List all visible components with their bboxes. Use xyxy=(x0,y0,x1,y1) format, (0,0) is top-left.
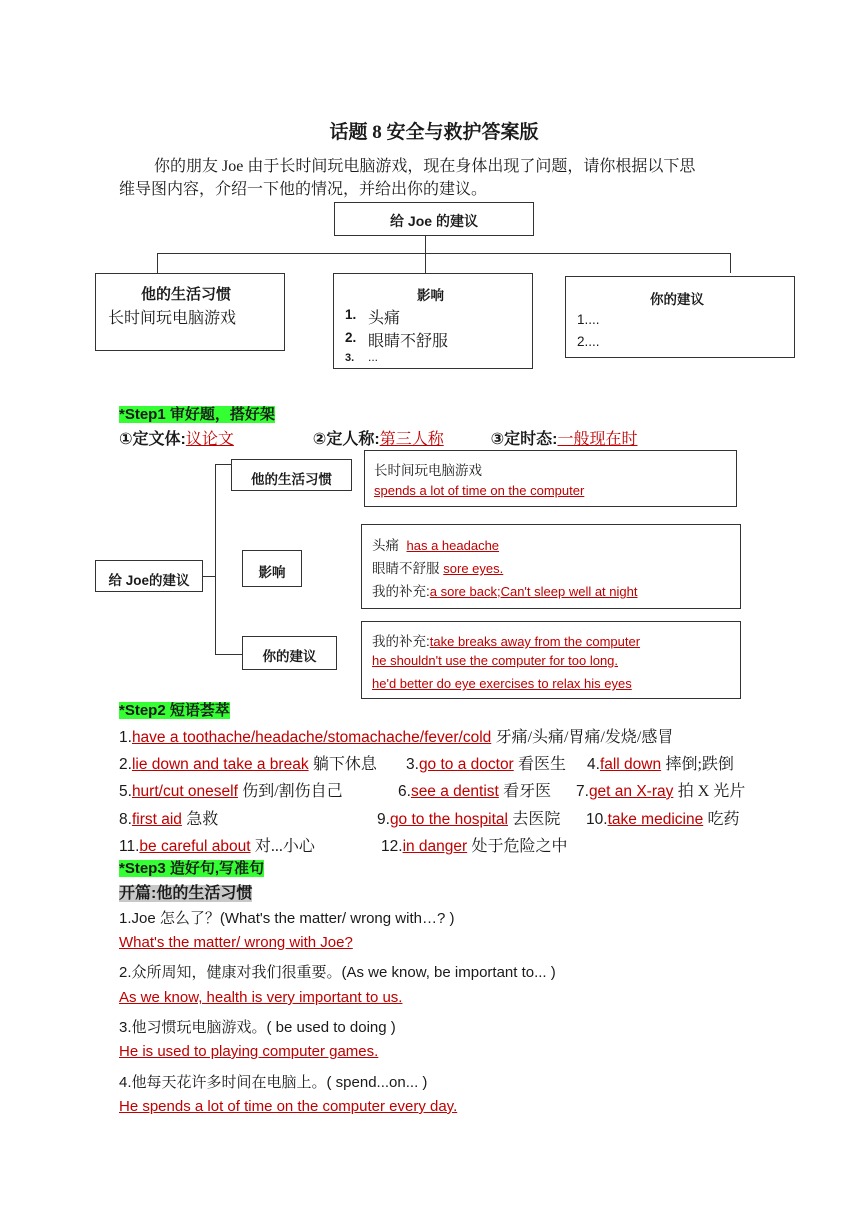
genre-value: 议论文 xyxy=(185,431,234,448)
answer xyxy=(119,1043,378,1060)
step3-label: *Step3 造好句,写准句 xyxy=(119,860,265,877)
habit-cn: 长时间玩电脑游戏 xyxy=(374,463,482,478)
answer-text: As we know, health is very important to us. xyxy=(119,989,403,1006)
step2-heading xyxy=(119,699,230,720)
mindmap1-effect-box xyxy=(333,273,533,369)
phrase-cn: 急救 xyxy=(186,811,219,828)
page-title: 话题 8 安全与救护答案版 xyxy=(329,122,539,143)
connector-line xyxy=(215,464,231,465)
phrase-num: 6. xyxy=(398,783,411,800)
phrase-num: 4. xyxy=(587,756,600,773)
mindmap1-habit-box xyxy=(95,273,285,351)
phrase-num: 2. xyxy=(119,756,132,773)
connector-line xyxy=(157,253,158,273)
habit-en: spends a lot of time on the computer xyxy=(374,483,585,498)
effect-item: ... xyxy=(368,350,379,364)
phrase-row xyxy=(398,778,551,801)
effect-l1-en: has a headache xyxy=(406,538,500,553)
effect-item: 头痛 xyxy=(368,310,401,327)
phrase-en: go to the hospital xyxy=(389,811,508,828)
step1-label: *Step1 审好题，搭好架 xyxy=(119,406,275,423)
effect-line-2 xyxy=(372,557,503,577)
question: 4.他每天花许多时间在电脑上。( spend...on... ) xyxy=(119,1074,428,1091)
effect-l1-cn: 头痛 xyxy=(372,538,399,553)
phrase-en: fall down xyxy=(599,756,662,773)
phrase-num: 11. xyxy=(119,838,140,855)
phrase-cn: 看牙医 xyxy=(503,783,552,800)
phrase-cn: 摔倒;跌倒 xyxy=(665,756,734,773)
effect-num: 2. xyxy=(345,330,357,345)
phrase-num: 8. xyxy=(119,811,132,828)
effect-l3-cn: 我的补充: xyxy=(372,584,430,599)
phrase-num: 3. xyxy=(406,756,419,773)
step1-line xyxy=(119,426,638,449)
connector-line xyxy=(425,236,426,278)
phrase-en: get an X-ray xyxy=(588,783,674,800)
phrase-row xyxy=(576,778,745,801)
mindmap1-root-label: 给 Joe 的建议 xyxy=(390,213,478,229)
answer xyxy=(119,934,385,951)
phrase-cn: 伤到/割伤自己 xyxy=(242,783,343,800)
phrase-row xyxy=(381,833,568,856)
phrase-row xyxy=(119,833,315,856)
phrase-en: in danger xyxy=(402,838,468,855)
step3-heading xyxy=(119,857,264,878)
phrase-row xyxy=(119,806,218,829)
connector-line xyxy=(215,654,242,655)
phrase-num: 12. xyxy=(381,838,403,855)
mindmap2-effect-box xyxy=(361,524,741,609)
advice-l1-en: take breaks away from the computer xyxy=(429,634,641,649)
genre-label: ①定文体: xyxy=(119,431,186,448)
intro-line-1: 你的朋友 Joe 由于长时间玩电脑游戏，现在身体出现了问题，请你根据以下思 xyxy=(154,158,696,175)
step1-heading xyxy=(119,403,275,424)
phrase-num: 1. xyxy=(119,729,132,746)
mindmap1-root-box xyxy=(334,202,534,236)
mindmap2-habit-label-box xyxy=(231,459,352,491)
advice-label: 你的建议 xyxy=(262,649,317,664)
person-label: ②定人称: xyxy=(312,431,380,448)
advice-item: 1.... xyxy=(577,312,600,327)
phrase-num: 9. xyxy=(377,811,390,828)
mindmap2-root-label: 给 Joe的建议 xyxy=(108,573,190,588)
connector-line xyxy=(215,464,216,654)
mindmap2-root-box xyxy=(95,560,203,592)
effect-item: 眼睛不舒服 xyxy=(368,333,449,350)
phrase-cn: 看医生 xyxy=(518,756,567,773)
tense-value: 一般现在时 xyxy=(557,431,638,448)
effect-label: 影响 xyxy=(258,565,286,580)
effect-line-1 xyxy=(372,534,499,554)
mindmap2-effect-label-box xyxy=(242,550,302,587)
effect-l2-en: sore eyes. xyxy=(443,561,504,576)
advice-item: 2.... xyxy=(577,334,600,349)
phrase-cn: 吃药 xyxy=(707,811,740,828)
step2-label: *Step2 短语荟萃 xyxy=(119,702,230,719)
mindmap2-advice-box xyxy=(361,621,741,699)
connector-line xyxy=(157,253,731,254)
phrase-en: hurt/cut oneself xyxy=(131,783,238,800)
phrase-en: go to a doctor xyxy=(418,756,514,773)
phrase-row xyxy=(586,806,740,829)
tense-label: ③定时态: xyxy=(490,431,558,448)
effect-l3-en: a sore back;Can't sleep well at night xyxy=(429,584,638,599)
phrase-en: be careful about xyxy=(139,838,251,855)
question: 2.众所周知，健康对我们很重要。(As we know, be important to... ) xyxy=(119,964,556,981)
advice-l2-en: he shouldn't use the computer for too long. xyxy=(372,653,619,668)
connector-line xyxy=(203,576,215,577)
phrase-en: take medicine xyxy=(607,811,704,828)
advice-line-1 xyxy=(372,630,640,650)
question: 3.他习惯玩电脑游戏。( be used to doing ) xyxy=(119,1019,396,1036)
advice-l1-cn: 我的补充: xyxy=(372,634,430,649)
habit-title: 他的生活习惯 xyxy=(141,286,232,303)
phrase-row xyxy=(377,806,560,829)
phrase-num: 10. xyxy=(586,811,608,828)
phrase-num: 5. xyxy=(119,783,132,800)
phrase-cn: 去医院 xyxy=(512,811,561,828)
intro-line-2: 维导图内容，介绍一下他的情况，并给出你的建议。 xyxy=(119,181,488,198)
phrase-en: see a dentist xyxy=(410,783,499,800)
phrase-row xyxy=(587,751,734,774)
effect-num: 1. xyxy=(345,307,357,322)
connector-line xyxy=(730,253,731,273)
phrase-cn: 对...小心 xyxy=(254,838,315,855)
answer-text: He spends a lot of time on the computer every day. xyxy=(119,1098,458,1115)
phrase-num: 7. xyxy=(576,783,589,800)
step3-section-heading xyxy=(119,880,252,903)
answer-text: He is used to playing computer games. xyxy=(119,1043,379,1060)
phrase-cn: 牙痛/头痛/胃痛/发烧/感冒 xyxy=(495,729,674,746)
mindmap2-habit-box xyxy=(364,450,737,507)
phrase-cn: 处于危险之中 xyxy=(471,838,568,855)
mindmap1-advice-box xyxy=(565,276,795,358)
effect-line-3 xyxy=(372,580,637,600)
effect-title: 影响 xyxy=(417,288,444,303)
phrase-row xyxy=(119,778,343,801)
phrase-cn: 躺下休息 xyxy=(312,756,377,773)
answer xyxy=(119,989,402,1006)
answer-text: What's the matter/ wrong with Joe? xyxy=(119,934,353,951)
phrase-en: have a toothache/headache/stomachache/fever/cold xyxy=(131,729,492,746)
answer xyxy=(119,1098,491,1115)
phrase-row xyxy=(119,751,377,774)
habit-label: 他的生活习惯 xyxy=(251,472,332,487)
phrase-row xyxy=(119,724,673,747)
question: 1.Joe 怎么了？(What's the matter/ wrong with…? ) xyxy=(119,910,455,927)
section-label: 开篇:他的生活习惯 xyxy=(119,885,253,902)
advice-l3-en: he'd better do eye exercises to relax his eyes xyxy=(372,676,632,691)
phrase-en: first aid xyxy=(131,811,182,828)
mindmap2-advice-label-box xyxy=(242,636,337,670)
phrase-cn: 拍 X 光片 xyxy=(677,783,746,800)
advice-title: 你的建议 xyxy=(650,292,704,307)
phrase-row xyxy=(406,751,566,774)
habit-text: 长时间玩电脑游戏 xyxy=(108,310,237,327)
phrase-en: lie down and take a break xyxy=(131,756,309,773)
person-value: 第三人称 xyxy=(379,431,444,448)
effect-num: 3. xyxy=(345,352,355,364)
effect-l2-cn: 眼睛不舒服 xyxy=(372,561,440,576)
